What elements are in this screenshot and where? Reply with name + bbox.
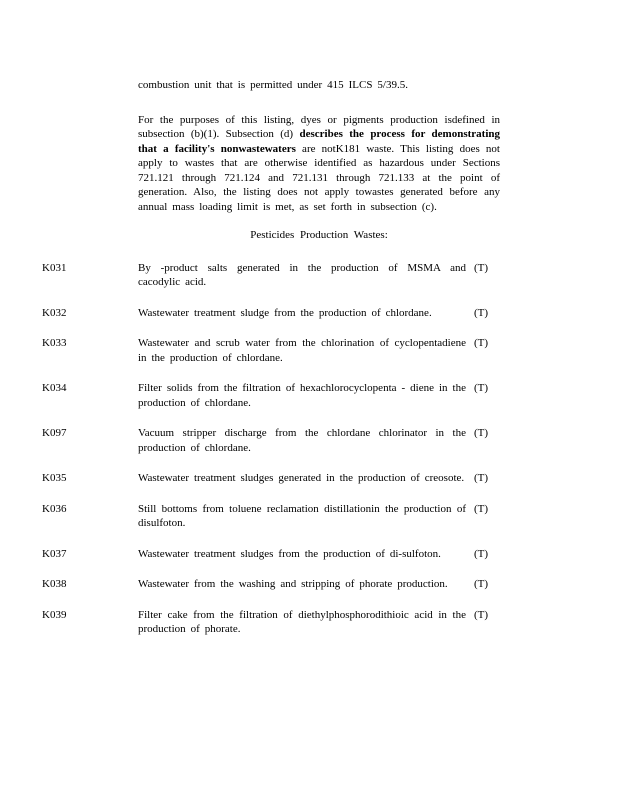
list-item <box>42 336 500 365</box>
waste-code: K097 <box>42 427 67 439</box>
hazard-code: (T) <box>474 578 489 590</box>
waste-code: K034 <box>42 382 67 394</box>
hazard-code: (T) <box>474 261 489 274</box>
paragraph-combustion-unit: combustion unit that is permitted under 415 ILCS 5/39.5. <box>138 79 408 91</box>
waste-description: Wastewater from the washing and stripping of phorate production. <box>138 578 448 590</box>
list-item <box>42 502 500 531</box>
hazard-code: (T) <box>474 306 489 319</box>
waste-description: Wastewater treatment sludge from the production of chlordane. <box>138 306 432 319</box>
hazard-code: (T) <box>474 502 489 515</box>
hazard-code: (T) <box>474 427 489 439</box>
hazard-code: (T) <box>474 472 489 484</box>
waste-description: Vacuum stripper discharge from the chlordane chlorinator in the production of chlordane. <box>138 427 466 454</box>
waste-code: K038 <box>42 578 67 590</box>
list-item <box>42 306 500 321</box>
list-item <box>42 577 500 592</box>
waste-description: By -product salts generated in the production of MSMA and cacodylic acid. <box>138 261 466 288</box>
waste-code: K037 <box>42 547 67 560</box>
list-item <box>42 426 500 455</box>
hazard-code: (T) <box>474 382 489 394</box>
purposes-text-bold: describes the process for demonstrating that a facility's nonwastewaters <box>138 128 501 155</box>
list-item <box>42 381 500 410</box>
hazard-code: (T) <box>474 608 489 621</box>
waste-code: K031 <box>42 261 67 274</box>
waste-code: K035 <box>42 472 67 484</box>
list-item <box>42 471 500 486</box>
paragraph-purposes-of-listing <box>138 113 500 215</box>
waste-description: Filter solids from the filtration of hexachlorocyclopenta - diene in the production of chlordane. <box>138 382 466 409</box>
waste-description: Wastewater treatment sludges generated in the production of creosote. <box>138 472 465 484</box>
section-heading-pesticides-production-wastes: Pesticides Production Wastes: <box>250 229 388 241</box>
waste-code: K036 <box>42 502 67 515</box>
waste-description: Still bottoms from toluene reclamation distillationin the production of disulfoton. <box>138 502 466 529</box>
waste-description: Filter cake from the filtration of diethylphosphorodithioic acid in the production of phorate. <box>138 608 466 635</box>
waste-code: K039 <box>42 608 67 621</box>
waste-code-list <box>42 261 500 637</box>
list-item <box>42 261 500 290</box>
purposes-text-part-two: are notK181 waste. This listing does not apply to wastes that are otherwise identified as hazardous under Sections 721.121 through 721.124 and 721.131 through 721.133 at the point of generation. Also, the listing does not apply towastes generated before any annual mass loading limit is met, as set forth in subsection (c). <box>138 142 500 213</box>
waste-code: K033 <box>42 337 67 349</box>
hazard-code: (T) <box>474 547 489 560</box>
waste-description: Wastewater and scrub water from the chlorination of cyclopentadiene in the production of chlordane. <box>138 337 466 364</box>
hazard-code: (T) <box>474 337 489 349</box>
waste-code: K032 <box>42 306 67 319</box>
list-item <box>42 547 500 562</box>
waste-description: Wastewater treatment sludges from the production of di-sulfoton. <box>138 547 441 560</box>
purposes-text-part-one: For the purposes of this listing, dyes or pigments production isdefined in subsection (b)(1). Subsection (d) <box>138 113 500 140</box>
list-item <box>42 608 500 637</box>
